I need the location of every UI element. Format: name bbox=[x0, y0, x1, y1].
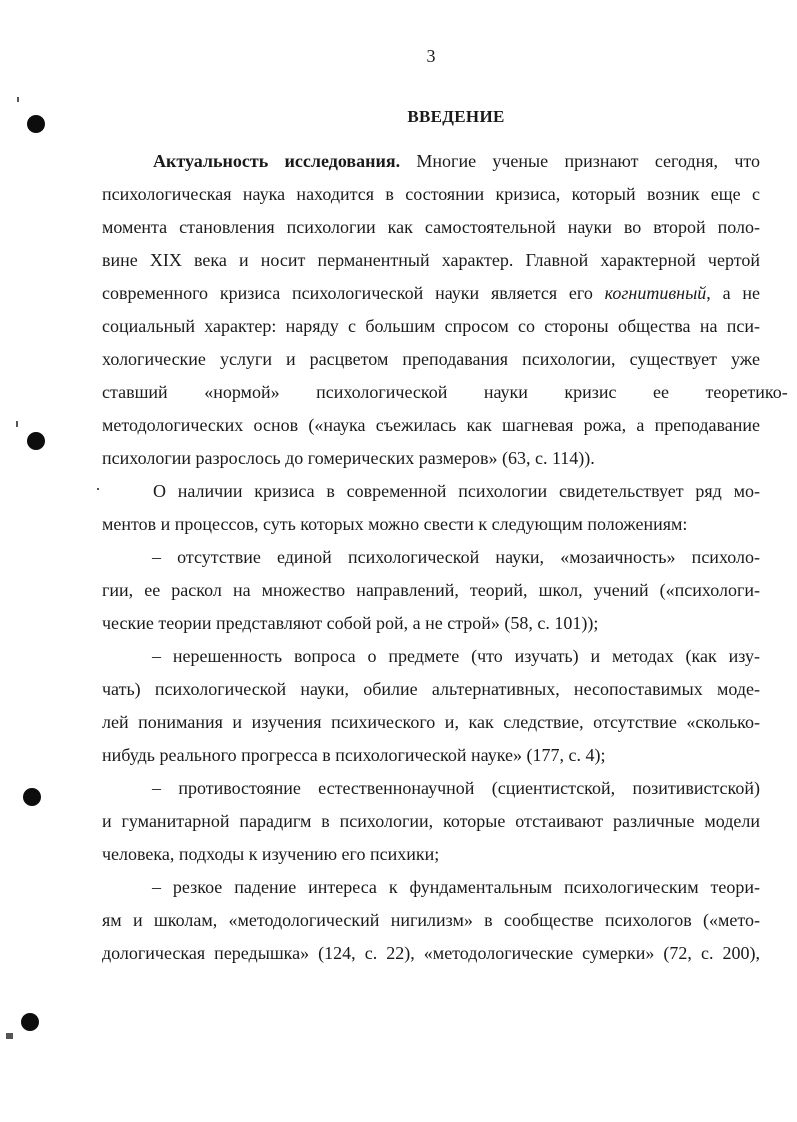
paragraph-line: психологии разрослось до гомерических размеров» (63, с. 114)). bbox=[102, 448, 595, 468]
list-item-line: и гуманитарной парадигм в психологии, которые отстаивают различные модели bbox=[102, 811, 760, 831]
page-number: 3 bbox=[426, 46, 436, 66]
scan-speck bbox=[6, 1033, 13, 1039]
punch-hole-4 bbox=[21, 1013, 39, 1031]
list-item-line: лей понимания и изучения психического и, как следствие, отсутствие «сколько- bbox=[102, 712, 760, 732]
punch-hole-2 bbox=[27, 432, 45, 450]
paragraph-line: О наличии кризиса в современной психологии свидетельствует ряд мо- bbox=[153, 481, 760, 501]
paragraph-line: момента становления психологии как самостоятельной науки во второй поло- bbox=[102, 217, 760, 237]
paragraph-line: Актуальность исследования. Многие ученые признают сегодня, что bbox=[153, 151, 760, 171]
scan-speck bbox=[16, 421, 18, 427]
section-heading: ВВЕДЕНИЕ bbox=[407, 107, 505, 126]
list-item-line: человека, подходы к изучению его психики; bbox=[102, 844, 440, 864]
list-item-line: – противостояние естественнонаучной (сциентистской, позитивистской) bbox=[152, 778, 760, 798]
list-item-line: – отсутствие единой психологической науки, «мозаичность» психоло- bbox=[152, 547, 760, 567]
paragraph-line: ставший «нормой» психологической науки кризис ее теоретико- bbox=[102, 382, 788, 402]
list-item-line: чать) психологической науки, обилие альтернативных, несопоставимых моде- bbox=[102, 679, 760, 699]
list-item-line: дологическая передышка» (124, с. 22), «методологические сумерки» (72, с. 200), bbox=[102, 943, 760, 963]
list-item-line: ям и школам, «методологический нигилизм» в сообществе психологов («мето- bbox=[102, 910, 760, 930]
paragraph-line: вине XIX века и носит перманентный характер. Главной характерной чертой bbox=[102, 250, 760, 270]
paragraph-line: ментов и процессов, суть которых можно свести к следующим положениям: bbox=[102, 514, 688, 534]
paragraph-line: современного кризиса психологической науки является его когнитивный, а не bbox=[102, 283, 760, 303]
list-item-line: гии, ее раскол на множество направлений, теорий, школ, учений («психологи- bbox=[102, 580, 760, 600]
italic-term: когнитивный bbox=[604, 283, 707, 303]
list-item-line: нибудь реального прогресса в психологической науке» (177, с. 4); bbox=[102, 745, 606, 765]
scan-speck bbox=[17, 97, 19, 102]
scan-speck bbox=[97, 488, 99, 490]
paragraph-line: методологических основ («наука съежилась как шагневая рожа, а преподавание bbox=[102, 415, 760, 435]
punch-hole-3 bbox=[23, 788, 41, 806]
paragraph-line: социальный характер: наряду с большим спросом со стороны общества на пси- bbox=[102, 316, 760, 336]
paragraph-line: психологическая наука находится в состоянии кризиса, который возник еще с bbox=[102, 184, 760, 204]
list-item-line: – резкое падение интереса к фундаментальным психологическим теори- bbox=[152, 877, 760, 897]
paragraph-line: хологические услуги и расцветом преподавания психологии, существует уже bbox=[102, 349, 760, 369]
lead-phrase: Актуальность исследования. bbox=[153, 151, 401, 171]
list-item-line: ческие теории представляют собой рой, а не строй» (58, с. 101)); bbox=[102, 613, 599, 633]
list-item-line: – нерешенность вопроса о предмете (что изучать) и методах (как изу- bbox=[152, 646, 760, 666]
